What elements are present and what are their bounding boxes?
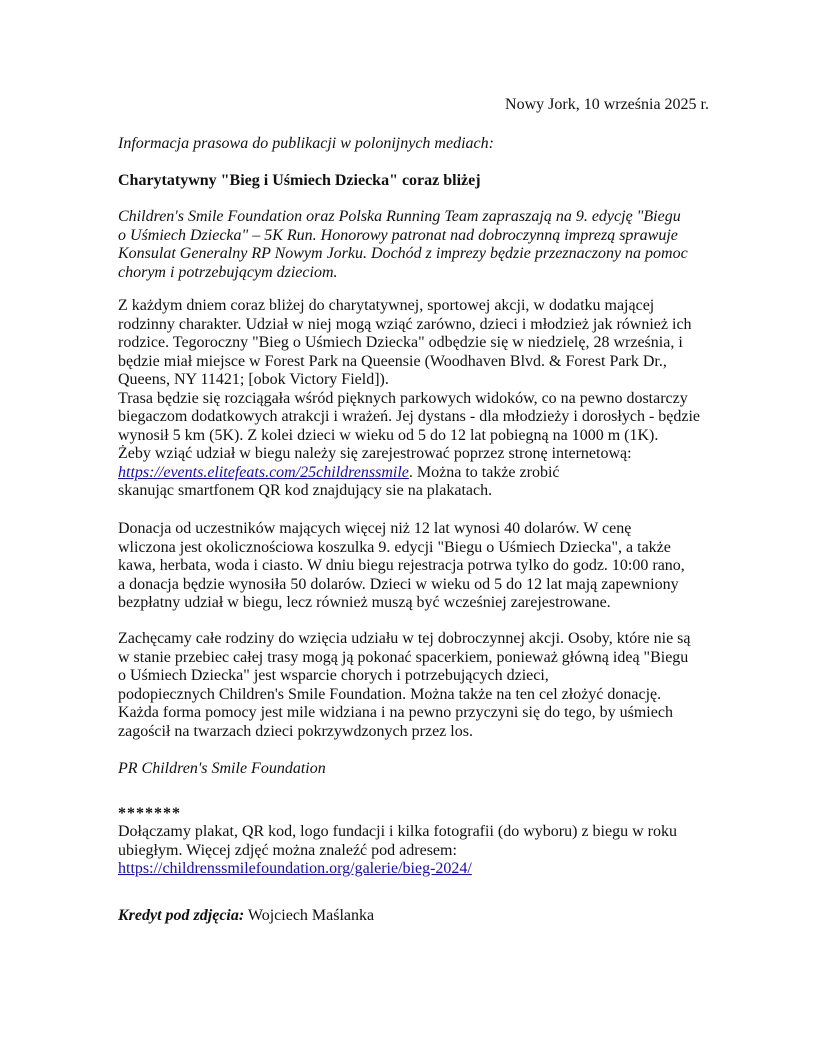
body-line: skanując smartfonem QR kod znajdujący sie na plakatach. (118, 482, 493, 499)
gallery-link[interactable]: https://childrenssmilefoundation.org/galerie/bieg-2024/ (118, 860, 472, 877)
signature: PR Children's Smile Foundation (118, 760, 326, 777)
lead-line: chorym i potrzebującym dzieciom. (118, 263, 338, 281)
invitation-paragraph (118, 630, 708, 741)
photo-credit (118, 907, 708, 926)
body-line: o Uśmiech Dziecka" jest wsparcie chorych i potrzebujących dzieci, (118, 667, 549, 684)
body-line: Z każdym dniem coraz bliżej do charytatywnej, sportowej akcji, w dodatku mającej (118, 297, 655, 314)
registration-line (118, 464, 708, 483)
body-line: rodzice. Tegoroczny "Bieg o Uśmiech Dziecka" odbędzie się w niedzielę, 28 września, i (118, 334, 683, 351)
registration-link[interactable]: https://events.elitefeats.com/25childrenssmile (118, 463, 409, 481)
document-date: Nowy Jork, 10 września 2025 r. (505, 96, 709, 113)
registration-after-link: . Można to także zrobić (408, 463, 560, 481)
body-line: Donacja od uczestników mających więcej niż 12 lat wynosi 40 dolarów. W cenę (118, 520, 632, 537)
body-line: ubiegłym. Więcej zdjęć można znaleźć pod adresem: (118, 841, 457, 859)
body-line: wynosił 5 km (5K). Z kolei dzieci w wieku od 5 do 12 lat pobiegną na 1000 m (1K). (118, 426, 659, 444)
body-line: Żeby wziąć udział w biegu należy się zarejestrować poprzez stronę internetową: (118, 445, 632, 462)
body-line: Dołączamy plakat, QR kod, logo fundacji i kilka fotografii (do wyboru) z biegu w roku (118, 823, 677, 840)
body-line: Trasa będzie się rozciągała wśród pięknych parkowych widoków, co na pewno dostarczy (118, 389, 688, 407)
attachments-note (118, 823, 708, 879)
body-line: w stanie przebiec całej trasy mogą ją pokonać spacerkiem, ponieważ główną ideą "Biegu (118, 648, 689, 666)
lead-line: Konsulat Generalny RP Nowym Jorku. Dochód z imprezy będzie przeznaczony na pomoc (118, 245, 688, 262)
credit-value: Wojciech Maślanka (244, 907, 375, 924)
lead-line: o Uśmiech Dziecka" – 5K Run. Honorowy patronat nad dobroczynną imprezą sprawuje (118, 226, 678, 244)
body-line: a donacja będzie wynosiła 50 dolarów. Dzieci w wieku od 5 do 12 lat mają zapewniony (118, 575, 679, 593)
lead-paragraph (118, 208, 708, 282)
body-line: Każda forma pomocy jest mile widziana i na pewno przyczyni się do tego, by uśmiech (118, 704, 673, 721)
event-details-paragraph (118, 297, 708, 501)
credit-label: Kredyt pod zdjęcia: (118, 907, 245, 924)
body-line: zagościł na twarzach dzieci pokrzywdzonych przez los. (118, 722, 473, 740)
body-line: rodzinny charakter. Udział w niej mogą wziąć zarówno, dzieci i młodzież jak również ich (118, 315, 692, 333)
body-line: podopiecznych Children's Smile Foundation. Można także na ten cel złożyć donację. (118, 685, 662, 703)
gallery-link-line (118, 860, 708, 879)
press-release-title: Charytatywny "Bieg i Uśmiech Dziecka" coraz bliżej (118, 172, 481, 189)
body-line: Zachęcamy całe rodziny do wzięcia udziału w tej dobroczynnej akcji. Osoby, które nie są (118, 630, 691, 647)
body-line: kawa, herbata, woda i ciasto. W dniu biegu rejestracja potrwa tylko do godz. 10:00 rano, (118, 557, 685, 574)
lead-line: Children's Smile Foundation oraz Polska Running Team zapraszają na 9. edycję "Biegu (118, 208, 681, 225)
donation-paragraph (118, 520, 708, 613)
intro-line: Informacja prasowa do publikacji w polonijnych mediach: (118, 135, 494, 152)
separator: ******* (118, 805, 181, 822)
body-line: bezpłatny udział w biegu, lecz również muszą być wcześniej zarejestrowane. (118, 594, 611, 611)
body-line: biegaczom dodatkowych atrakcji i wrażeń. Jej dystans - dla młodzieży i dorosłych - będzie (118, 408, 701, 425)
body-line: Queens, NY 11421; [obok Victory Field]). (118, 371, 389, 388)
body-line: wliczona jest okolicznościowa koszulka 9. edycji "Biegu o Uśmiech Dziecka", a także (118, 538, 671, 556)
body-line: będzie miał miejsce w Forest Park na Queensie (Woodhaven Blvd. & Forest Park Dr., (118, 352, 667, 370)
